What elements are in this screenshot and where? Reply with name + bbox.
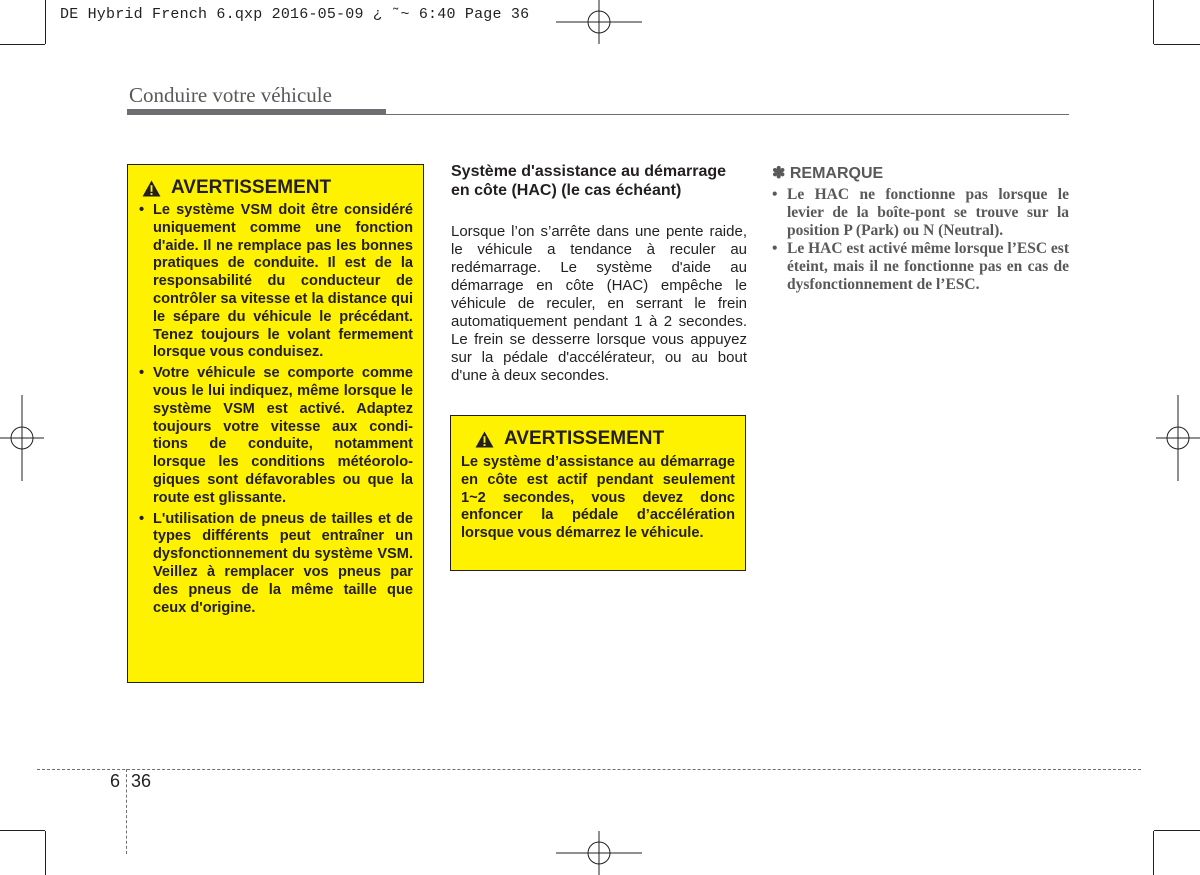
crop-mark <box>1154 44 1200 45</box>
print-slug: DE Hybrid French 6.qxp 2016-05-09 ¿ ˜~ 6:40 Page 36 <box>60 6 530 23</box>
crop-mark <box>0 830 45 831</box>
footer-dashed-divider <box>126 769 127 854</box>
note-asterisk-icon: ✽ <box>772 165 786 182</box>
note-title: REMARQUE <box>789 165 884 182</box>
warning-box-vsm <box>127 164 424 683</box>
note-list <box>772 186 1069 294</box>
crop-mark <box>0 44 45 45</box>
crop-mark <box>1153 831 1154 875</box>
warning-triangle-icon <box>475 431 494 448</box>
warning-box-hac <box>450 415 746 571</box>
warning-item: • Le système VSM doit être considéré uniquement comme une fonction d'aide. Il ne remplace pas les bonnes pratiques de conduite. Il est de la responsabilité du conducteur de contrôler sa vitesse et la distance qui le sépare du véhicule le précédant. Tenez toujours le volant fermement lorsque vous conduisez. <box>139 202 413 362</box>
section-title: Conduire votre véhicule <box>129 83 332 107</box>
note-item: • Le HAC ne fonctionne pas lorsque le levier de la boîte-pont se trouve sur la position P (Park) ou N (Neutral). <box>772 186 1069 240</box>
page-number: 36 <box>131 771 152 791</box>
crop-mark <box>45 831 46 875</box>
warning-item: • L'utilisation de pneus de tailles et de types différents peut entraîner un dysfonctionnement du système VSM. Veillez à remplacer vos pneus par des pneus de la même taille que ceux d'origine. <box>139 511 413 618</box>
warning-triangle-icon <box>142 180 161 197</box>
registration-mark-right <box>1156 395 1200 481</box>
note-item: • Le HAC est activé même lorsque l’ESC est éteint, mais il ne fonctionne pas en cas de dysfonctionnement de l’ESC. <box>772 240 1069 294</box>
warning-text: Le système d’assistance au démarrage en côte est actif pendant seulement 1~2 secondes, vous devez donc enfoncer la pédale d’accélération lorsque vous démarrez le véhicule. <box>461 454 735 542</box>
hac-body: Lorsque l’on s’arrête dans une pente raide, le véhicule a tendance à reculer au redémarrage. Le système d'aide au démarrage en côte (HAC) empêche le véhicule de reculer, en serrant le frein automatiquement pendant 1 à 2 secondes. Le frein se desserre lorsque vous appuyez sur la pédale d'accélérateur, ou au bout d'une à deux secondes. <box>451 223 747 384</box>
header-rule-thin <box>386 114 1069 115</box>
warning-title: AVERTISSEMENT <box>171 177 332 198</box>
note-header <box>772 163 883 183</box>
header-rule-thick <box>127 109 386 115</box>
crop-mark <box>1154 830 1200 831</box>
warning-title: AVERTISSEMENT <box>504 428 665 449</box>
warning-header <box>475 428 735 450</box>
crop-mark <box>45 0 46 44</box>
warning-header <box>142 177 413 199</box>
registration-mark-left <box>0 395 44 481</box>
crop-mark <box>1153 0 1154 44</box>
warning-list <box>139 202 413 617</box>
registration-mark-top <box>556 0 642 44</box>
warning-item: • Votre véhicule se comporte comme vous le lui indiquez, même lorsque le système VSM est activé. Adaptez toujours votre vitesse aux condi-tions de conduite, notamment lorsque les conditions météorolo-giques sont défavorables ou que la route est glissante. <box>139 365 413 507</box>
registration-mark-bottom <box>556 831 642 875</box>
footer-dashed-rule <box>37 769 1141 770</box>
hac-heading: Système d'assistance au démarrage en côte (HAC) (le cas échéant) <box>451 163 727 199</box>
chapter-number: 6 <box>110 771 121 791</box>
